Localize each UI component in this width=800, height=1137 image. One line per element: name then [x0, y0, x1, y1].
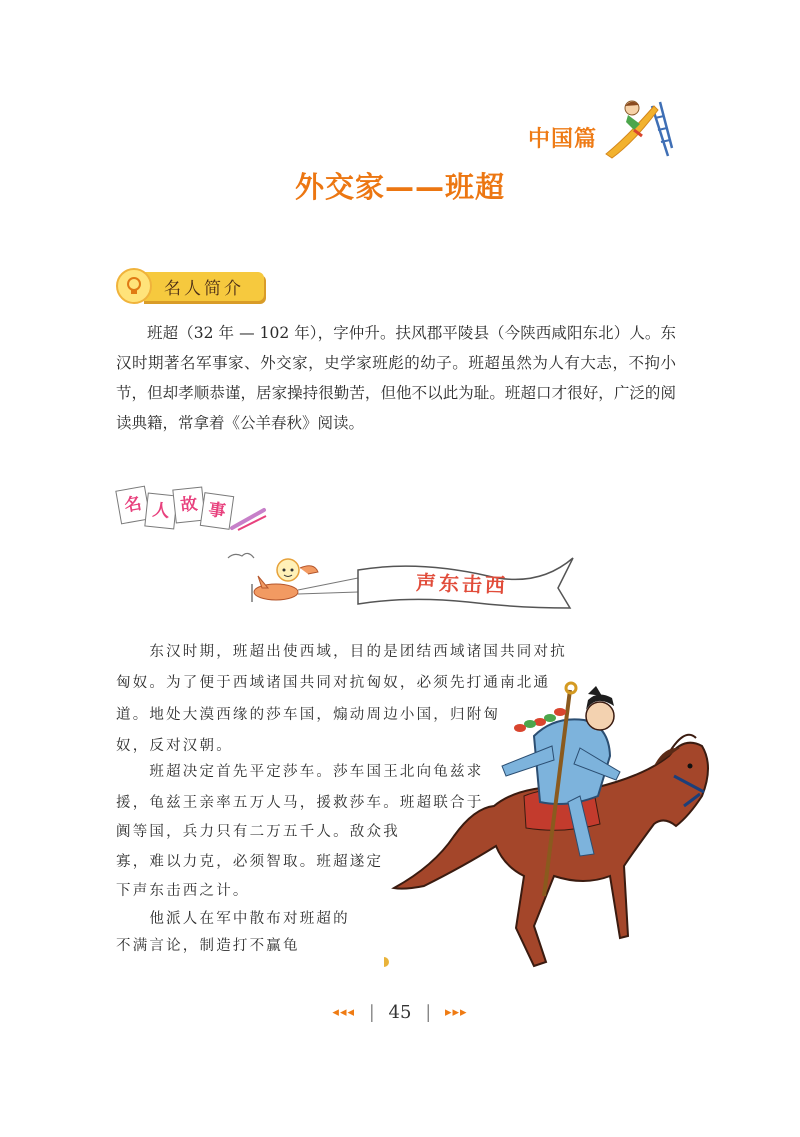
sticker-char: 事 — [200, 492, 234, 530]
biography-text — [116, 318, 676, 438]
story-line: 道。地处大漠西缘的莎车国，煽动周边小国，归附匈 — [116, 707, 501, 723]
story-line: 寡，难以力克，必须智取。班超遂定 — [116, 854, 384, 870]
story-line: 不满言论，制造打不赢龟 — [116, 938, 300, 954]
stories-section-label — [116, 480, 266, 536]
sticker-char: 人 — [144, 493, 177, 530]
page-footer — [0, 1002, 800, 1023]
page-number: 45 — [388, 1002, 412, 1023]
footer-separator: | — [368, 1002, 375, 1023]
story-line: 下声东击西之计。 — [116, 883, 250, 899]
intro-label-text: 名人简介 — [164, 279, 244, 299]
story-banner-title: 声东击西 — [415, 570, 509, 598]
story-line: 阗等国，兵力只有二万五千人。敌众我 — [116, 824, 400, 840]
ban-chao-horse-rider-illustration — [384, 676, 724, 976]
pencil-icon — [228, 502, 268, 532]
sticker-char: 故 — [172, 487, 205, 524]
footer-separator: | — [425, 1002, 432, 1023]
story-line: 匈奴。为了便于西域诸国共同对抗匈奴，必须先打通南北通 — [116, 675, 551, 691]
story-line: 援，龟兹王亲率五万人马，援救莎车。班超联合于 — [116, 795, 484, 811]
child-on-slide-illustration — [598, 96, 674, 160]
banner-plane-illustration — [218, 548, 578, 614]
intro-section-label — [116, 266, 266, 308]
story-line: 奴，反对汉朝。 — [116, 738, 233, 754]
right-arrows-icon: ▸▸▸ — [445, 1005, 468, 1020]
sticker-char: 名 — [115, 486, 150, 525]
section-badge: 中国篇 — [528, 127, 598, 152]
biography-paragraph: 班超（32 年 — 102 年），字仲升。扶风郡平陵县（今陕西咸阳东北）人。东汉时期著名军事家、外交家，史学家班彪的幼子。班超虽然为人有大志，不拘小节，但却孝顺恭谨，居家操持很勤苦，但他不以此为耻。班超口才很好，广泛的阅读典籍，常拿着《公羊春秋》阅读。 — [116, 324, 676, 432]
page-title: 外交家——班超 — [294, 170, 505, 204]
story-line: 班超决定首先平定莎车。莎车国王北向龟兹求 — [116, 764, 484, 780]
story-line: 他派人在军中散布对班超的 — [116, 911, 350, 927]
lightbulb-icon — [116, 268, 152, 304]
story-line: 东汉时期，班超出使西域，目的是团结西域诸国共同对抗 — [116, 644, 567, 660]
left-arrows-icon: ◂◂◂ — [332, 1005, 355, 1020]
